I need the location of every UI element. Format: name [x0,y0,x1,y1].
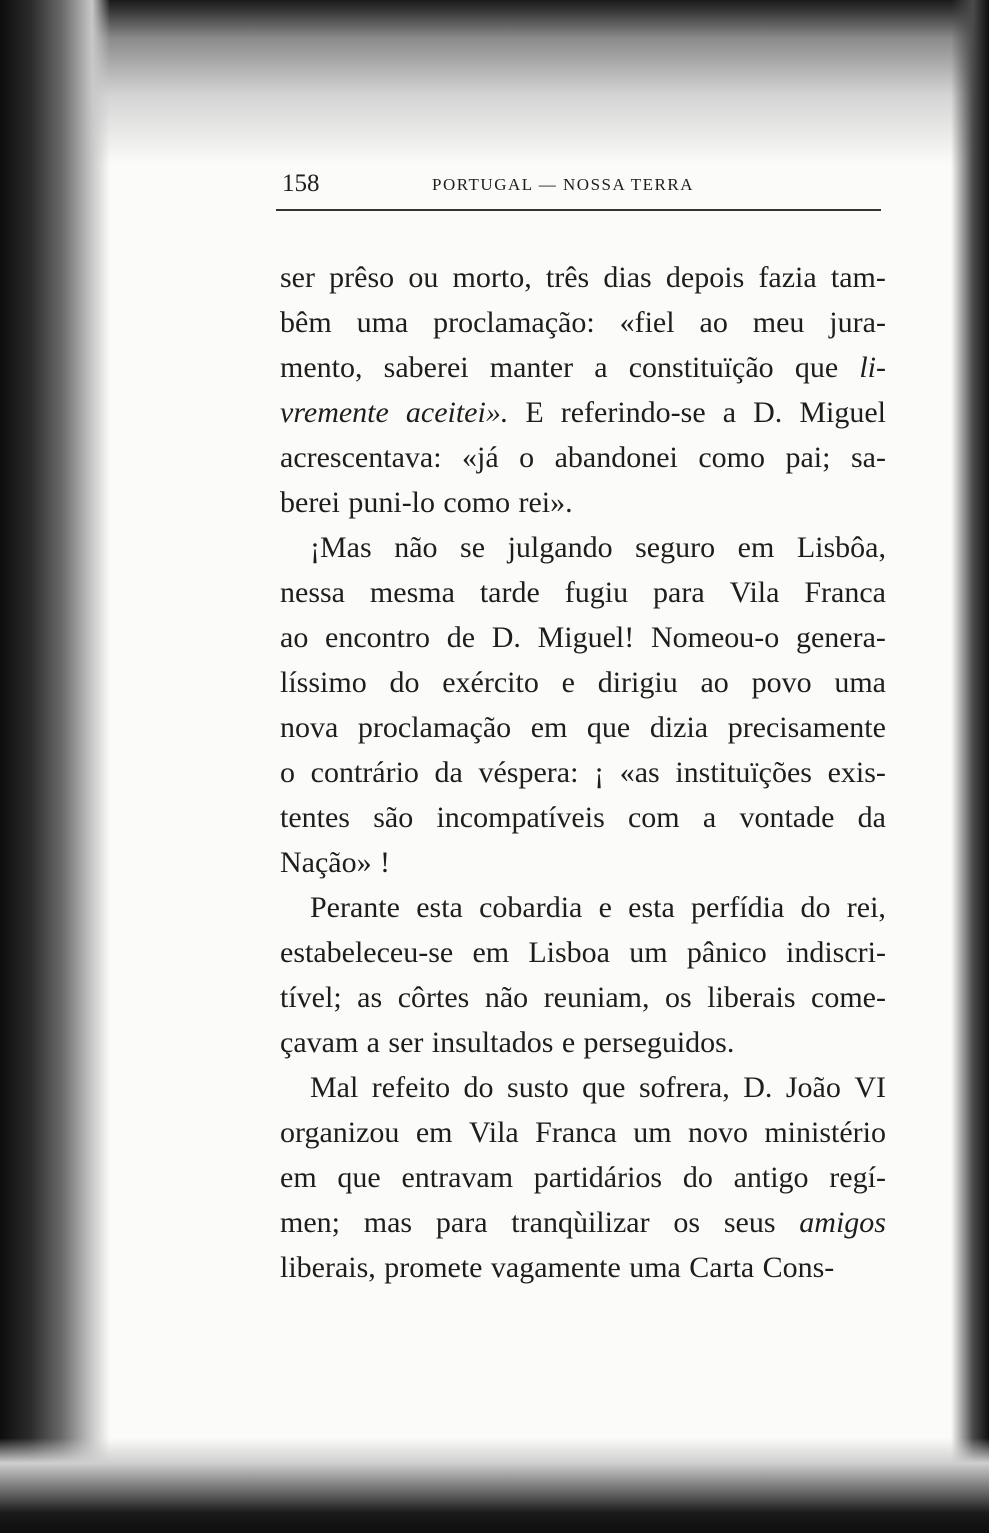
body-text [280,255,886,1290]
word: em [530,711,568,744]
word: incompatíveis [436,801,605,834]
word: ser [280,261,315,294]
word: se [460,531,486,564]
word: Lisbôa, [796,531,886,564]
word: Vila [468,1116,519,1149]
word: morto, [452,261,532,294]
word: ! [380,846,391,879]
word: um [629,936,668,969]
word: reuniam, [543,981,650,1014]
word: sa- [850,441,886,474]
word: entravam [401,1161,514,1194]
paragraph [280,885,886,1065]
text-line [280,255,886,300]
word: tarde [479,576,540,609]
word: VI [854,1071,886,1104]
word: do [682,1161,713,1194]
word: véspera: [478,756,579,789]
word: em [415,1116,453,1149]
word: proclamação [357,711,512,744]
scan-edge-left [0,0,110,1533]
word: perseguidos. [583,1026,735,1059]
word: regí- [829,1161,886,1194]
word: precisamente [727,711,886,744]
word: meu [752,306,805,339]
text-line [280,975,886,1020]
word: men; [280,1206,340,1239]
text-line [280,705,886,750]
scan-edge-top [0,0,989,165]
word: do [463,1071,494,1104]
word: D. [753,396,783,429]
word: ao [280,621,309,654]
word: exis- [827,756,886,789]
word: antigo [733,1161,809,1194]
word: a [702,801,717,834]
word: fugiu [564,576,629,609]
word: vontade [739,801,835,834]
word: Miguel [799,396,886,429]
text-line [280,570,886,615]
word: liberais, [280,1251,376,1284]
word: novo [687,1116,748,1149]
word: João [785,1071,841,1104]
word: três [545,261,590,294]
word: amigos [799,1206,886,1239]
word: dias [603,261,652,294]
word: as [357,981,383,1014]
word: julgando [507,531,613,564]
word: um [633,1116,672,1149]
word: «as [619,756,660,789]
scan-edge-right [951,0,989,1533]
word: partidários [533,1161,663,1194]
word: Nomeou-o [650,621,780,654]
word: nessa [280,576,345,609]
word: «fiel [619,306,675,339]
word: esta [416,891,463,924]
word: a [594,351,608,384]
word: promete [384,1251,483,1284]
word: tranqùilizar [511,1206,650,1239]
word: da [857,801,886,834]
word: os [673,1206,701,1239]
word: do [389,666,420,699]
word: vremente [280,396,389,429]
word: sofrera, [638,1071,730,1104]
word: rei». [518,486,573,519]
word: cobardia [479,891,583,924]
word: Nação» [280,846,372,879]
paragraph [280,255,886,525]
text-line [280,345,886,390]
word: bêm [280,306,332,339]
text-line [280,660,886,705]
page-number: 158 [282,170,320,197]
word: dizia [649,711,709,744]
text-line [280,525,886,570]
word: para [653,576,705,609]
text-line [280,480,886,525]
text-line [280,1110,886,1155]
word: o [280,756,295,789]
word: que [586,711,631,744]
word: Franca [804,576,886,609]
word: Franca [535,1116,617,1149]
word: Miguel! [537,621,635,654]
word: nova [280,711,339,744]
word: líssimo [280,666,367,699]
word: como [698,441,766,474]
word: ao [699,306,728,339]
word: come- [811,981,886,1014]
text-line [280,1200,886,1245]
word: abandonei [554,441,678,474]
word: ministério [764,1116,886,1149]
text-line [280,1020,886,1065]
word: que [582,1071,626,1104]
word: berei [280,486,340,519]
word: uma [834,666,886,699]
word: tível; [280,981,342,1014]
word: pai; [785,441,831,474]
word: com [627,801,680,834]
word: em [280,1161,317,1194]
word: côrtes [397,981,470,1014]
word: saberei [383,351,469,384]
word: povo [751,666,812,699]
word: instituïções [675,756,812,789]
text-line [280,615,886,660]
word: esta [628,891,675,924]
text-line [280,435,886,480]
word: não [484,981,529,1014]
text-line [280,885,886,930]
word: tam- [830,261,886,294]
text-line [280,390,886,435]
word: uma [629,1251,681,1284]
word: jura- [829,306,886,339]
word: referindo-se [560,396,706,429]
text-line [280,750,886,795]
word: da [434,756,463,789]
word: em [737,531,775,564]
word: não [394,531,438,564]
word: constituïção [628,351,774,384]
word: aceitei». [405,396,509,429]
word: seguro [635,531,716,564]
word: do [800,891,831,924]
text-line [280,1065,886,1110]
header-rule [276,209,881,211]
word: encontro [325,621,430,654]
paragraph [280,525,886,885]
word: contrário [310,756,419,789]
word: D. [743,1071,773,1104]
word: estabeleceu-se [280,936,454,969]
word: susto [507,1071,569,1104]
word: manter [489,351,574,384]
word: ou [408,261,439,294]
page-header [276,168,881,202]
text-line [280,1245,886,1290]
word: insultados [431,1026,554,1059]
word: organizou [280,1116,400,1149]
word: ¡ [594,756,605,789]
word: a [722,396,737,429]
word: Lisboa [528,936,610,969]
running-title: PORTUGAL — NOSSA TERRA [432,175,694,194]
word: çavam [280,1026,359,1059]
word: depois [665,261,745,294]
word: perfídia [691,891,785,924]
word: mento, [280,351,363,384]
word: dirigiu [597,666,678,699]
word: genera- [795,621,886,654]
word: indiscri- [786,936,886,969]
word: prêso [329,261,395,294]
word: e [561,1026,576,1059]
text-line [280,795,886,840]
word: E [525,396,544,429]
word: liberais [707,981,796,1014]
word: ser [388,1026,424,1059]
paragraph [280,1065,886,1290]
word: Vila [729,576,780,609]
word: rei, [846,891,886,924]
word: seus [723,1206,776,1239]
word: tentes [280,801,350,834]
word: e [561,666,575,699]
word: vagamente [490,1251,621,1284]
word: a [366,1026,380,1059]
word: são [373,801,414,834]
word: que [337,1161,381,1194]
word: «já [462,441,499,474]
word: puni-lo [348,486,436,519]
word: Cons- [762,1251,835,1284]
text-line [280,1155,886,1200]
word: ao [700,666,729,699]
word: de [446,621,476,654]
word: e [598,891,612,924]
word: Mal [310,1071,359,1104]
word: fazia [758,261,817,294]
word: acrescentava: [280,441,442,474]
word: mas [363,1206,413,1239]
word: refeito [371,1071,451,1104]
word: Perante [310,891,400,924]
word: o [519,441,535,474]
text-line [280,930,886,975]
word: D. [491,621,521,654]
text-line [280,300,886,345]
text-line [280,840,886,885]
word: exército [442,666,539,699]
word: os [665,981,692,1014]
word: mesma [369,576,455,609]
word: pânico [686,936,767,969]
word: em [472,936,510,969]
word: proclamação: [433,306,595,339]
word: li- [859,351,886,384]
word: que [794,351,839,384]
word: ¡Mas [310,531,372,564]
scan-edge-bottom [0,1438,989,1533]
word: uma [356,306,409,339]
word: para [435,1206,488,1239]
word: como [443,486,511,519]
word: Carta [689,1251,755,1284]
